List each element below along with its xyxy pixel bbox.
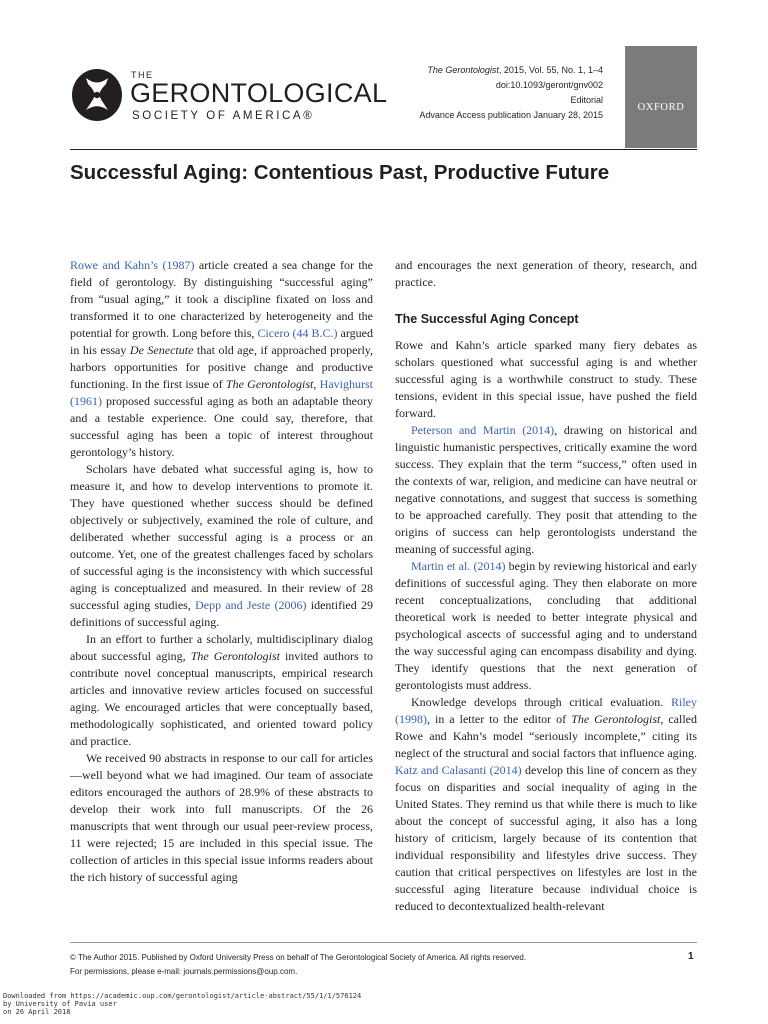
citation-link[interactable]: Katz and Calasanti (2014) bbox=[395, 763, 522, 777]
citation-link[interactable]: Peterson and Martin (2014) bbox=[411, 423, 555, 437]
text-run: , called Rowe and Kahn’s model “seriously incomplete,” citing its neglect of the structural and social factors that influence aging. bbox=[395, 712, 698, 760]
journal-volume-line bbox=[419, 63, 603, 78]
italic-text: De Senectute bbox=[129, 343, 194, 357]
text-run: argued in his essay bbox=[70, 326, 373, 357]
text-run: article created a sea change for the field of gerontology. By distinguishing “successful aging” from “usual aging,” it took a discipline fixated on loss and transformed it to one characterized by heterogeneity and the potential for growth. Long before this, bbox=[70, 258, 374, 340]
text-run: identified 29 definitions of successful aging. bbox=[70, 598, 374, 629]
paragraph bbox=[70, 631, 373, 750]
text-run: that old age, if approached properly, harbors opportunities for positive change and productive functioning. In the first issue of bbox=[70, 343, 374, 391]
logo-society-name: GERONTOLOGICAL bbox=[130, 78, 388, 108]
oxford-publisher-badge bbox=[625, 46, 697, 148]
download-watermark: Downloaded from https://academic.oup.com/gerontologist/article-abstract/55/1/1/576124 by University of Pavia user on 26 April 2018 bbox=[3, 992, 362, 1016]
gsa-logo-emblem-icon bbox=[68, 64, 126, 124]
page-number: 1 bbox=[688, 951, 694, 962]
text-run: begin by reviewing historical and early definitions of successful aging. They then elaborate on more recent conceptualizations, concluding that additional theoretical work is needed to better integrate physical and psychological ascects of successful aging and to understand the way successful aging can encompass disability and dying. They identify questions that the next generation of gerontologists must address. bbox=[395, 559, 697, 692]
paragraph bbox=[395, 422, 697, 558]
advance-access: Advance Access publication January 28, 2015 bbox=[419, 110, 603, 120]
italic-text: The Gerontologist bbox=[190, 649, 280, 663]
italic-text: The Gerontologist bbox=[571, 712, 661, 726]
text-run: Knowledge develops through critical evaluation. bbox=[411, 695, 671, 709]
oxford-badge-label: OXFORD bbox=[637, 102, 685, 113]
citation-link[interactable]: Cicero (44 B.C.) bbox=[257, 326, 338, 340]
journal-citation bbox=[419, 63, 603, 123]
citation-link[interactable]: Havighurst (1961) bbox=[70, 377, 373, 408]
permissions-notice: For permissions, please e-mail: journals.permissions@oup.com. bbox=[70, 967, 298, 976]
section-heading: The Successful Aging Concept bbox=[395, 312, 579, 326]
text-run: , drawing on historical and linguistic humanistic perspectives, critically examine the word success. They explain that the term “success,” often used in the contexts of war, religion, and medicine can have neutral or negative connotations, and suggest that success is something to be approached carefully. They posit that attending to the origins of success can help gerontologists understand the meaning of successful aging. bbox=[395, 423, 697, 556]
article-title: Successful Aging: Contentious Past, Productive Future bbox=[70, 161, 610, 184]
paragraph bbox=[70, 461, 373, 631]
citation-link[interactable]: Rowe and Kahn’s (1987) bbox=[70, 258, 195, 272]
doi[interactable]: doi:10.1093/geront/gnv002 bbox=[495, 80, 603, 90]
text-run: In an effort to further a scholarly, multidisciplinary dialog about successful aging, bbox=[70, 632, 373, 663]
paragraph bbox=[395, 694, 697, 915]
citation-link[interactable]: Depp and Jeste (2006) bbox=[195, 598, 307, 612]
copyright-notice: © The Author 2015. Published by Oxford University Press on behalf of The Gerontological Society of America. All rights reserved. bbox=[70, 953, 527, 962]
paragraph bbox=[70, 257, 373, 461]
citation-link[interactable]: Martin et al. (2014) bbox=[411, 559, 506, 573]
text-run: , bbox=[313, 377, 320, 391]
paragraph: and encourages the next generation of theory, research, and practice. bbox=[395, 258, 697, 289]
text-run: Scholars have debated what successful aging is, how to measure it, and how to develop interventions to promote it. They have questioned whether success should be defined objectively or subjectively, examined the role of culture, and deliberated whether successful aging is a process or an outcome. Yet, one of the greatest challenges faced by scholars of successful aging is the inconsistency with which successful aging is conceptualized and measured. In their review of 28 successful aging studies, bbox=[70, 462, 373, 612]
paragraph: Rowe and Kahn’s article sparked many fiery debates as scholars questioned what successful aging is and whether successful aging is a worthwhile construct to study. These tensions, evident in this special issue, have pushed the field forward. bbox=[395, 338, 697, 420]
left-column bbox=[70, 257, 373, 886]
header-rule bbox=[70, 149, 697, 150]
logo-the-text: THE bbox=[131, 70, 154, 80]
journal-volume: , 2015, Vol. 55, No. 1, 1–4 bbox=[498, 65, 603, 75]
footer-rule bbox=[70, 942, 697, 943]
paragraph bbox=[70, 750, 373, 886]
text-run: develop this line of concern as they focus on disparities and social inequality of aging in the United States. They remind us that while there is much to like about the concept of successful aging, it also has a long history of criticism, largely because of its contention that individual responsibility and lifestyles drive success. They caution that critical perspectives on lifestyles are lost in the successful aging literature because individual choice is reduced to decontextualized health-relevant bbox=[395, 763, 697, 913]
footer-notes bbox=[70, 951, 526, 979]
logo-society-subtitle: SOCIETY OF AMERICA® bbox=[132, 110, 315, 122]
right-column bbox=[395, 257, 697, 915]
paragraph bbox=[395, 558, 697, 694]
italic-text: The Gerontologist bbox=[225, 377, 314, 391]
journal-name: The Gerontologist bbox=[427, 65, 499, 75]
article-type: Editorial bbox=[570, 95, 603, 105]
citation-link[interactable]: Riley (1998) bbox=[395, 695, 697, 726]
text-run: invited authors to contribute novel conceptual manuscripts, empirical research articles and innovative review articles focused on successful aging. We encouraged articles that were conceptually based, methodologically sophisticated, and oriented toward policy and practice. bbox=[70, 649, 373, 748]
text-run: We received 90 abstracts in response to our call for articles—well beyond what we had imagined. Our team of associate editors encouraged the authors of 28.9% of these abstracts to develop their work into full manuscripts. Of the 26 manuscripts that went through our usual peer-review process, 11 were rejected; 15 are included in this special issue. The collection of articles in this special issue informs readers about the rich history of successful aging bbox=[70, 751, 373, 884]
text-run: proposed successful aging as both an adaptable theory and a testable experience. One could say, therefore, that successful aging has been a topic of interest throughout gerontology’s history. bbox=[70, 394, 373, 459]
text-run: , in a letter to the editor of bbox=[427, 712, 572, 726]
